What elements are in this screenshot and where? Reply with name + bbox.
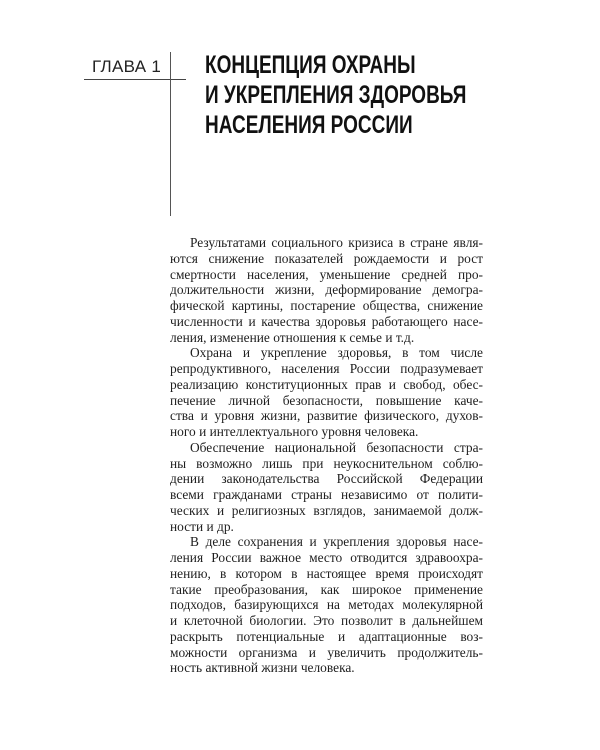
text-line: ства и уровня жизни, развитие физического, духов-: [170, 408, 483, 424]
text-line: численности и качества здоровья работающего насе-: [170, 313, 483, 329]
text-line: В деле сохранения и укрепления здоровья насе-: [190, 534, 483, 550]
text-line: такие преобразования, как широкое применение: [170, 581, 483, 597]
chapter-divider: [170, 52, 171, 216]
text-line: ность активной жизни человека.: [170, 660, 355, 676]
text-line: ного и интеллектуального уровня человека.: [170, 424, 419, 439]
text-line: должительности жизни, деформирование демогра-: [170, 282, 483, 298]
title-line: НАСЕЛЕНИЯ РОССИИ: [205, 111, 413, 139]
paragraph: [170, 345, 483, 440]
text-line: ления России важное место отводится здравоохра-: [170, 550, 483, 565]
text-line: ности и др.: [170, 518, 234, 534]
title-line: И УКРЕПЛЕНИЯ ЗДОРОВЬЯ: [205, 81, 467, 109]
text-line: ются снижение показателей рождаемости и рост: [170, 250, 483, 266]
paragraph: [170, 235, 483, 345]
paragraph: [170, 534, 483, 676]
text-line: смертности населения, уменьшение средней про-: [170, 266, 483, 282]
text-line: можности организма и увеличить продолжитель-: [170, 644, 483, 660]
text-line: нению, в котором в настоящее время происходят: [170, 565, 483, 581]
text-line: фической картины, постарение общества, снижение: [170, 298, 483, 313]
body-text: [170, 235, 483, 676]
text-line: реализацию конституционных прав и свобод, обес-: [170, 376, 483, 392]
chapter-title: [205, 50, 495, 140]
text-line: раскрыть потенциальные и адаптационные воз-: [170, 628, 483, 644]
text-line: дении законодательства Российской Федерации: [170, 471, 483, 487]
text-line: печение личной безопасности, повышение каче-: [170, 392, 483, 408]
text-line: репродуктивного, населения России подразумевает: [170, 361, 483, 376]
text-line: и клеточной биологии. Это позволит в дальнейшем: [170, 613, 483, 628]
paragraph: [170, 440, 483, 535]
text-line: подходов, базирующихся на методах молекулярной: [170, 597, 483, 613]
text-line: Обеспечение национальной безопасности стра-: [190, 439, 483, 455]
text-line: всеми гражданами страны независимо от полити-: [170, 487, 483, 502]
title-line: КОНЦЕПЦИЯ ОХРАНЫ: [205, 51, 416, 79]
text-line: ления, изменение отношения к семье и т.д.: [170, 329, 415, 345]
chapter-label: ГЛАВА 1: [92, 57, 162, 76]
text-line: Результатами социального кризиса в стране явля-: [190, 235, 483, 250]
text-line: ческих и религиозных взглядов, занимаемой долж-: [170, 502, 483, 518]
text-line: ны возможно лишь при неукоснительном соблю-: [170, 455, 483, 471]
text-line: Охрана и укрепление здоровья, в том числе: [190, 345, 483, 361]
